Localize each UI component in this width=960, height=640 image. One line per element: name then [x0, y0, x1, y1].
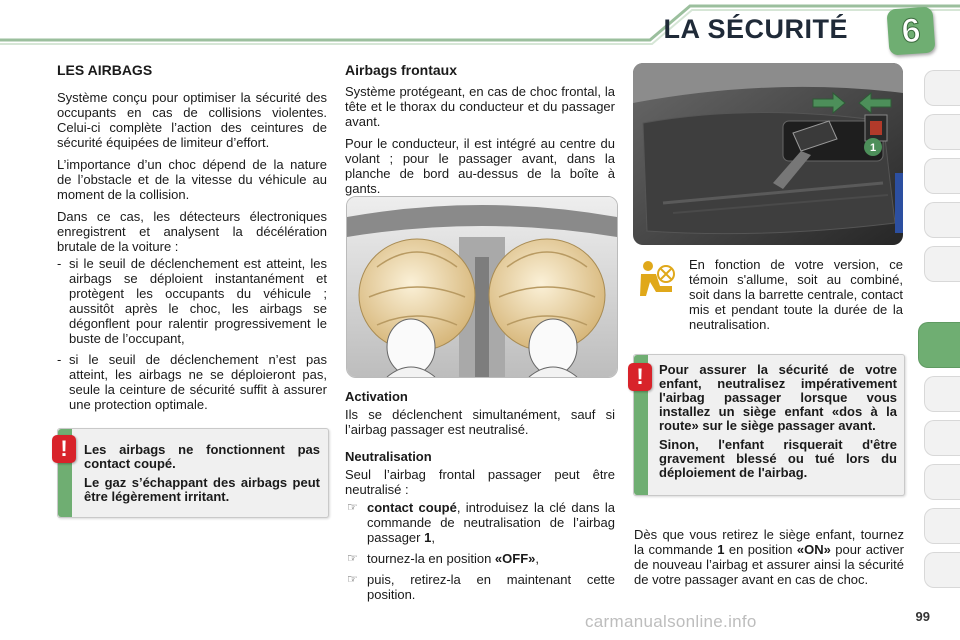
- warning-icon: !: [52, 435, 76, 463]
- reactivation-text: Dès que vous retirez le siège enfant, tournez la commande 1 en position «ON» pour activer de nouveau l’airbag et assurer ainsi la sécurité de votre passager avant en cas de choc.: [634, 527, 904, 587]
- paragraph: L’importance d’un choc dépend de la nature de l’obstacle et de la vitesse du véhicule au moment de la collision.: [57, 157, 327, 202]
- chapter-tab[interactable]: [924, 246, 960, 282]
- neutralisation-intro: Seul l’airbag frontal passager peut être neutralisé :: [345, 467, 615, 497]
- warning-line: Le gaz s’échappant des airbags peut être légèrement irritant.: [84, 475, 320, 504]
- list-item: - si le seuil de déclenchement est atteint, les airbags se déploient instantanément et protègent les occupants du véhicule ; aussitôt après le choc, les airbags se dégonflent pour ralentir progressivement le buste de l’occupant,: [57, 256, 327, 346]
- step-item: ☞ contact coupé, introduisez la clé dans la commande de neutralisation de l’airbag passager 1,: [347, 500, 615, 545]
- neutralisation-steps: [345, 500, 615, 602]
- warning-line: Pour assurer la sécurité de votre enfant, neutralisez impérativement l'airbag passager lorsque vous installez un siège enfant «dos à la route» sur le siège passager avant.: [659, 362, 897, 433]
- airbags-body: [57, 90, 327, 412]
- list-item: - si le seuil de déclenchement n’est pas atteint, les airbags ne se déploieront pas, seule la ceinture de sécurité suffit à assurer une protection optimale.: [57, 352, 327, 412]
- pointing-hand-icon: ☞: [347, 551, 358, 565]
- chapter-tab[interactable]: [924, 552, 960, 588]
- activation-text: Ils se déclenchent simultanément, sauf si l’airbag passager est neutralisé.: [345, 407, 615, 437]
- neutralisation-title: Neutralisation: [345, 449, 432, 464]
- pointing-hand-icon: ☞: [347, 500, 358, 514]
- pointing-hand-icon: ☞: [347, 572, 358, 586]
- chapter-tab[interactable]: [924, 420, 960, 456]
- activation-section: [345, 389, 615, 608]
- airbag-off-indicator-icon: [636, 260, 680, 300]
- paragraph: Pour le conducteur, il est intégré au centre du volant ; pour le passager avant, dans la planche de bord au-dessus de la boîte à gants.: [345, 136, 615, 196]
- page-title: LA SÉCURITÉ: [663, 14, 848, 44]
- page-number: 99: [915, 609, 930, 624]
- paragraph: Système protégeant, en cas de choc frontal, la tête et le thorax du conducteur et du passager avant.: [345, 84, 615, 129]
- chapter-tab[interactable]: [924, 376, 960, 412]
- section-title: LES AIRBAGS: [57, 62, 153, 78]
- indicator-note: En fonction de votre version, ce témoin s'allume, soit au combiné, soit dans la barrette centrale, contact mis et pendant toute la durée de la neutralisation.: [689, 257, 903, 332]
- warning-icon: !: [628, 363, 652, 391]
- chapter-tab[interactable]: [924, 158, 960, 194]
- warning-box-left: [57, 428, 329, 518]
- warning-line: Sinon, l'enfant risquerait d'être gravement blessé ou tué lors du déploiement de l'airbag.: [659, 437, 897, 480]
- callout-number: 1: [869, 142, 877, 154]
- bullet-marker: -: [57, 256, 62, 271]
- bullet-marker: -: [57, 352, 62, 367]
- chapter-tab[interactable]: [924, 70, 960, 106]
- chapter-tab[interactable]: [924, 202, 960, 238]
- activation-title: Activation: [345, 389, 408, 404]
- neutralisation-switch-photo: [633, 63, 903, 245]
- frontal-section: [345, 62, 615, 203]
- airbags-illustration: [346, 196, 618, 378]
- warning-box-right: [633, 354, 905, 496]
- chapter-tab-active[interactable]: [918, 322, 960, 368]
- chapter-tab[interactable]: [924, 508, 960, 544]
- chapter-badge: [886, 6, 935, 55]
- section-title: Airbags frontaux: [345, 62, 458, 78]
- step-item: ☞ puis, retirez-la en maintenant cette position.: [347, 572, 615, 602]
- warning-text: [659, 363, 897, 485]
- paragraph: Système conçu pour optimiser la sécurité des occupants en cas de collisions violentes. Celui-ci complète l’action des ceintures de sécurité équipées de limiteur d’effort.: [57, 90, 327, 150]
- chapter-tab[interactable]: [924, 464, 960, 500]
- watermark: carmanualsonline.info: [585, 612, 757, 631]
- step-item: ☞ tournez-la en position «OFF»,: [347, 551, 540, 566]
- airbags-section: [57, 62, 327, 418]
- chapter-tab[interactable]: [924, 114, 960, 150]
- warning-text: [84, 443, 320, 509]
- bullet-list: [57, 256, 327, 412]
- chapter-tabs: [924, 70, 960, 590]
- chapter-number: 6: [900, 10, 922, 51]
- paragraph: Dans ce cas, les détecteurs électroniques enregistrent et analysent la décélération brutale de la voiture :: [57, 209, 327, 254]
- warning-line: Les airbags ne fonctionnent pas contact coupé.: [84, 442, 320, 471]
